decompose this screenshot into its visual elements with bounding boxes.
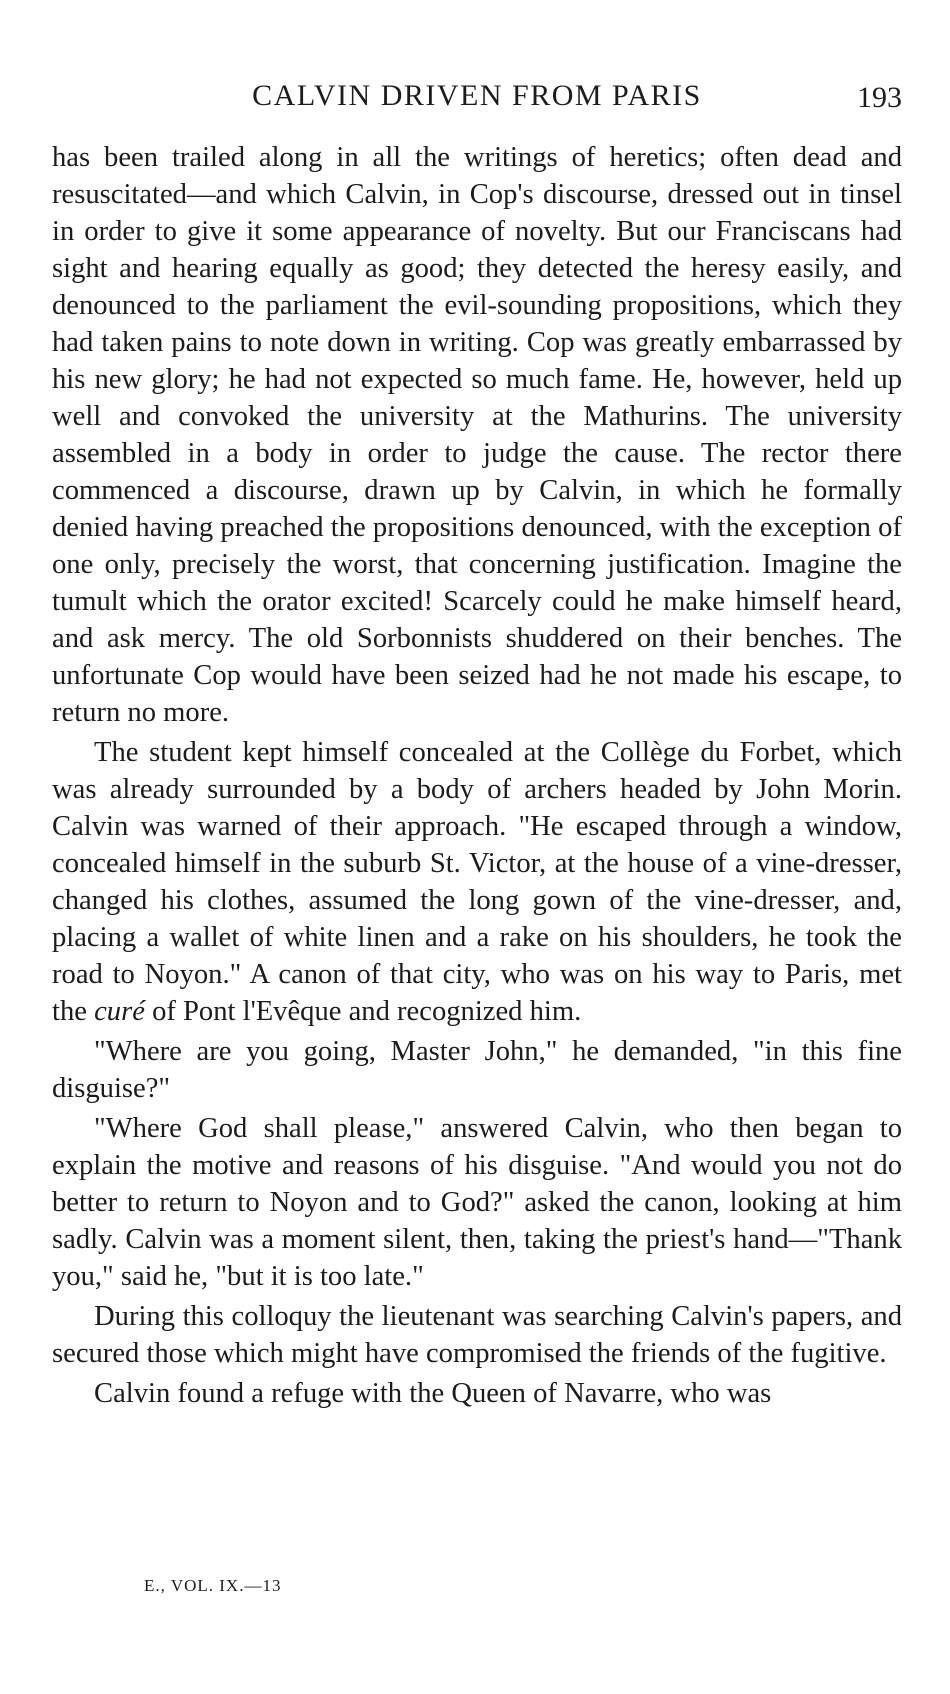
italic-cure: curé <box>94 996 145 1027</box>
paragraph-continued: has been trailed along in all the writings of heretics; often dead and resuscitated—and which Calvin, in Cop's discourse, dressed out in tinsel in order to give it some appearance of novelty. But our Franciscans had sight and hearing equally as good; they detected the heresy easily, and denounced to the parliament the evil-sounding propositions, which they had taken pains to note down in writing. Cop was greatly embarrassed by his new glory; he had not expected so much fame. He, however, held up well and convoked the university at the Mathurins. The university assembled in a body in order to judge the cause. The rector there commenced a discourse, drawn up by Calvin, in which he formally denied having preached the propositions denounced, with the exception of one only, precisely the worst, that concerning justification. Imagine the tumult which the orator excited! Scarcely could he make himself heard, and ask mercy. The old Sorbonnists shuddered on their benches. The unfortunate Cop would have been seized had he not made his escape, to return no more. <box>52 142 902 728</box>
signature-mark: E., VOL. IX.—13 <box>144 1576 282 1595</box>
paragraph-answer: "Where God shall please," answered Calvin, who then began to explain the motive and reasons of his disguise. "And would you not do better to return to Noyon and to God?" asked the canon, looking at him sadly. Calvin was a moment silent, then, taking the priest's hand—"Thank you," said he, "but it is too late." <box>52 1113 902 1292</box>
chapter-title: CALVIN DRIVEN FROM PARIS <box>252 79 702 112</box>
page-number: 193 <box>857 81 902 114</box>
paragraph-escape-end: of Pont l'Evêque and recognized him. <box>152 996 582 1027</box>
paragraph-escape <box>52 734 902 1030</box>
paragraph-question: "Where are you going, Master John," he demanded, "in this fine disguise?" <box>52 1036 902 1104</box>
paragraph-escape-text: The student kept himself concealed at the Collège du Forbet, which was already surrounded by a body of archers headed by John Morin. Calvin was warned of their approach. "He escaped through a window, concealed himself in the suburb St. Victor, at the house of a vine-dresser, changed his clothes, assumed the long gown of the vine-dresser, and, placing a wallet of white linen and a rake on his shoulders, he took the road to Noyon." A canon of that city, who was on his way to Paris, met the <box>52 737 902 1027</box>
body-text <box>52 139 902 1412</box>
running-head <box>52 76 902 120</box>
paragraph-colloquy: During this colloquy the lieutenant was searching Calvin's papers, and secured those which might have compromised the friends of the fugitive. <box>52 1301 902 1369</box>
paragraph-refuge: Calvin found a refuge with the Queen of Navarre, who was <box>94 1378 772 1409</box>
